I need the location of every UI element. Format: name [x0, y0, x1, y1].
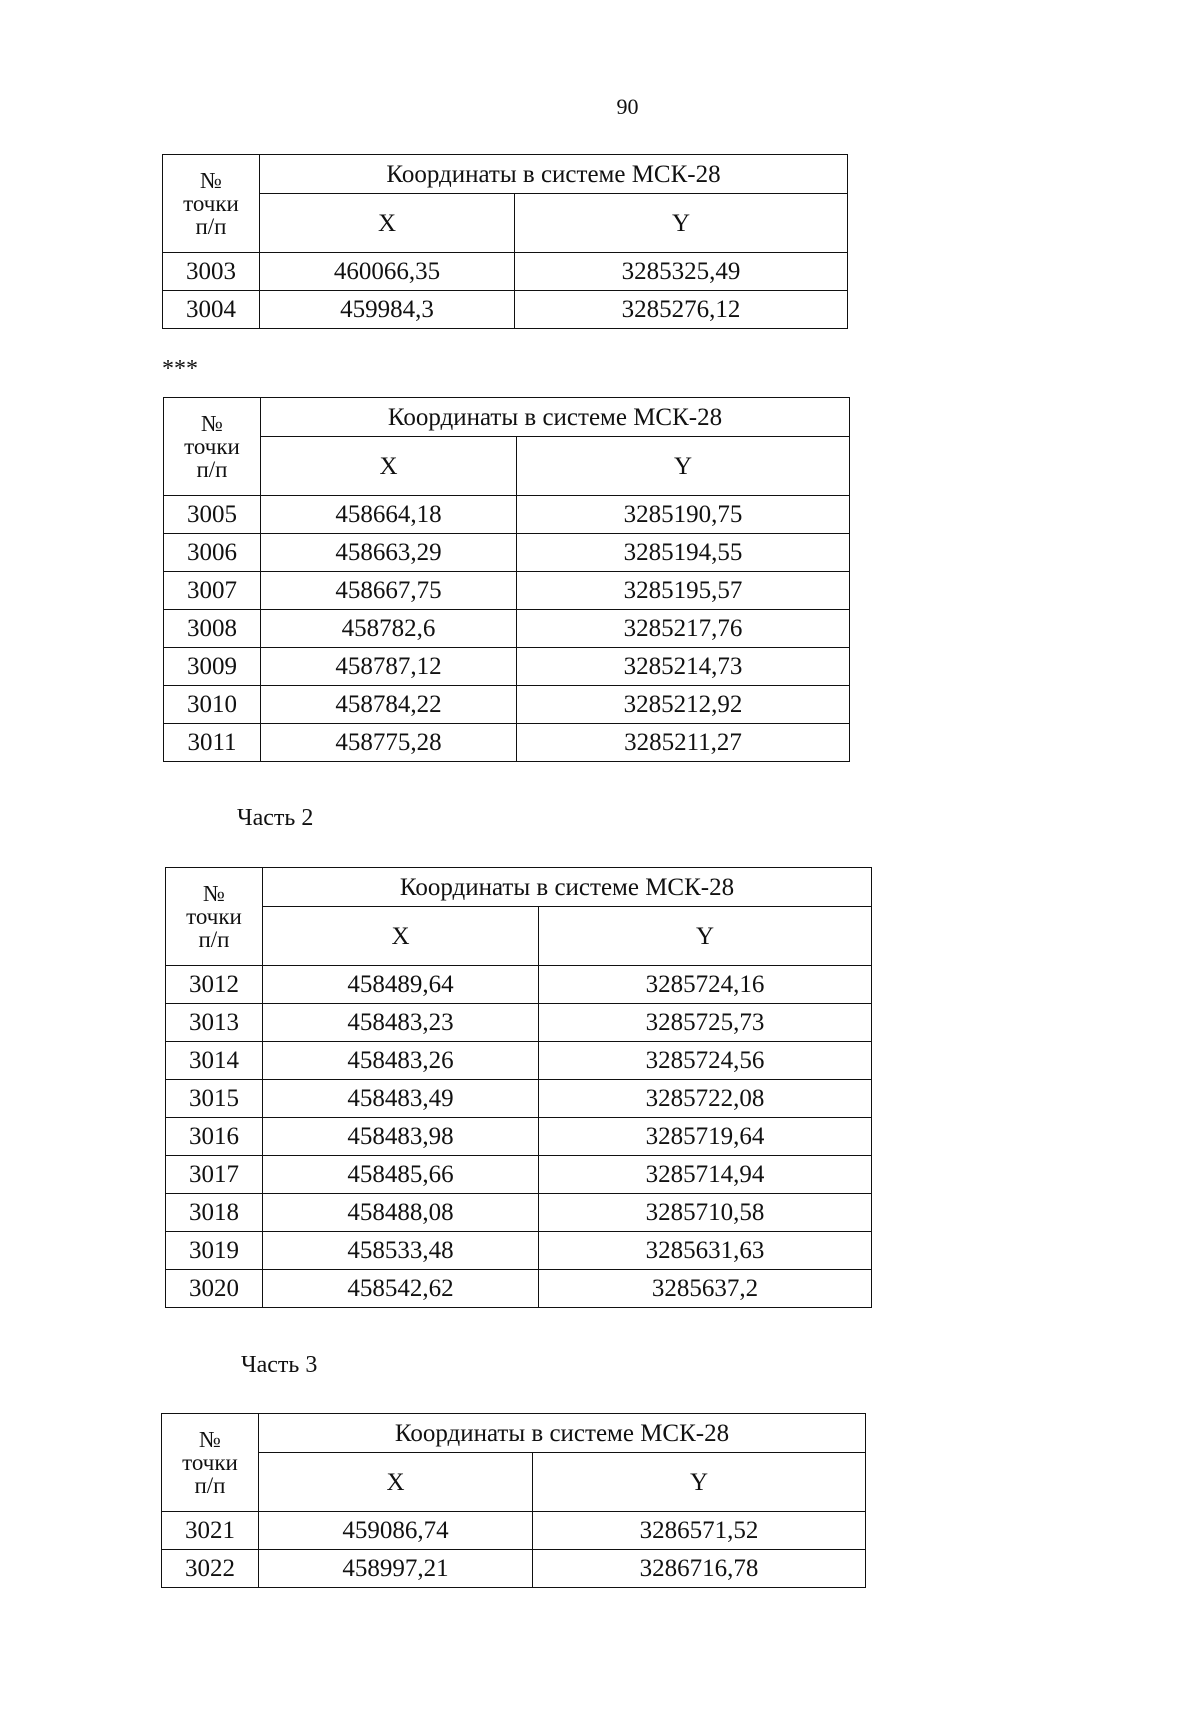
point-number-cell: 3019 — [166, 1232, 263, 1270]
point-number-header-line: № — [199, 1427, 221, 1452]
point-number-cell: 3014 — [166, 1042, 263, 1080]
y-coordinate-cell: 3285217,76 — [517, 610, 850, 648]
point-number-header-line: п/п — [196, 457, 228, 482]
coordinates-table — [162, 154, 848, 329]
point-number-cell: 3003 — [163, 253, 260, 291]
x-coordinate-cell: 458485,66 — [263, 1156, 539, 1194]
table-row — [166, 1270, 872, 1308]
coordinates-table-block-1 — [162, 154, 848, 329]
point-number-header — [166, 868, 263, 966]
x-coordinate-cell: 458775,28 — [261, 724, 517, 762]
table-row — [164, 534, 850, 572]
y-coordinate-cell: 3285724,16 — [539, 966, 872, 1004]
table-row — [164, 496, 850, 534]
y-coordinate-cell: 3285637,2 — [539, 1270, 872, 1308]
y-column-header: Y — [517, 437, 850, 496]
y-coordinate-cell: 3285714,94 — [539, 1156, 872, 1194]
point-number-header-line: № — [200, 168, 222, 193]
coordinate-system-header: Координаты в системе МСК-28 — [259, 1414, 866, 1453]
x-coordinate-cell: 458787,12 — [261, 648, 517, 686]
x-coordinate-cell: 458542,62 — [263, 1270, 539, 1308]
x-coordinate-cell: 458533,48 — [263, 1232, 539, 1270]
point-number-header-line: точки — [184, 434, 240, 459]
table-row — [164, 610, 850, 648]
table-caption-part-3: Часть 3 — [241, 1352, 318, 1378]
y-column-header: Y — [539, 907, 872, 966]
x-coordinate-cell: 458489,64 — [263, 966, 539, 1004]
table-row — [166, 966, 872, 1004]
point-number-header-line: п/п — [194, 1473, 226, 1498]
point-number-header-line: № — [203, 881, 225, 906]
point-number-cell: 3021 — [162, 1512, 259, 1550]
point-number-header-line: точки — [186, 904, 242, 929]
table-row — [164, 686, 850, 724]
point-number-header-line: точки — [183, 191, 239, 216]
y-coordinate-cell: 3285194,55 — [517, 534, 850, 572]
x-coordinate-cell: 458483,26 — [263, 1042, 539, 1080]
table-row — [166, 1194, 872, 1232]
y-coordinate-cell: 3285195,57 — [517, 572, 850, 610]
x-coordinate-cell: 458483,98 — [263, 1118, 539, 1156]
page-number: 90 — [616, 94, 639, 119]
point-number-header — [163, 155, 260, 253]
point-number-header-line: п/п — [198, 927, 230, 952]
table-row — [164, 572, 850, 610]
point-number-header-line: № — [201, 411, 223, 436]
coordinates-table — [161, 1413, 866, 1588]
table-row — [163, 253, 848, 291]
x-coordinate-cell: 458784,22 — [261, 686, 517, 724]
point-number-cell: 3013 — [166, 1004, 263, 1042]
point-number-cell: 3008 — [164, 610, 261, 648]
table-row — [162, 1550, 866, 1588]
y-column-header: Y — [533, 1453, 866, 1512]
point-number-cell: 3017 — [166, 1156, 263, 1194]
y-coordinate-cell: 3285276,12 — [515, 291, 848, 329]
y-coordinate-cell: 3285722,08 — [539, 1080, 872, 1118]
y-coordinate-cell: 3285724,56 — [539, 1042, 872, 1080]
point-number-header — [162, 1414, 259, 1512]
x-coordinate-cell: 458782,6 — [261, 610, 517, 648]
table-caption-stars: *** — [162, 356, 198, 382]
coordinates-table — [165, 867, 872, 1308]
point-number-header-line: точки — [182, 1450, 238, 1475]
y-coordinate-cell: 3285719,64 — [539, 1118, 872, 1156]
coordinate-system-header: Координаты в системе МСК-28 — [260, 155, 848, 194]
coordinates-table — [163, 397, 850, 762]
x-coordinate-cell: 458483,23 — [263, 1004, 539, 1042]
x-coordinate-cell: 458997,21 — [259, 1550, 533, 1588]
x-column-header: X — [263, 907, 539, 966]
table-caption-part-2: Часть 2 — [237, 805, 314, 831]
y-coordinate-cell: 3285325,49 — [515, 253, 848, 291]
x-column-header: X — [260, 194, 515, 253]
table-row — [166, 1080, 872, 1118]
point-number-cell: 3009 — [164, 648, 261, 686]
table-row — [166, 1156, 872, 1194]
point-number-cell: 3010 — [164, 686, 261, 724]
y-coordinate-cell: 3285631,63 — [539, 1232, 872, 1270]
x-column-header: X — [259, 1453, 533, 1512]
table-row — [162, 1512, 866, 1550]
y-coordinate-cell: 3285710,58 — [539, 1194, 872, 1232]
coordinates-table-block-3 — [165, 867, 872, 1308]
x-coordinate-cell: 459086,74 — [259, 1512, 533, 1550]
point-number-cell: 3006 — [164, 534, 261, 572]
point-number-cell: 3004 — [163, 291, 260, 329]
point-number-cell: 3022 — [162, 1550, 259, 1588]
coordinate-system-header: Координаты в системе МСК-28 — [263, 868, 872, 907]
x-coordinate-cell: 460066,35 — [260, 253, 515, 291]
table-row — [164, 648, 850, 686]
x-coordinate-cell: 459984,3 — [260, 291, 515, 329]
x-coordinate-cell: 458488,08 — [263, 1194, 539, 1232]
table-row — [164, 724, 850, 762]
y-coordinate-cell: 3285212,92 — [517, 686, 850, 724]
y-coordinate-cell: 3285725,73 — [539, 1004, 872, 1042]
point-number-cell: 3015 — [166, 1080, 263, 1118]
x-coordinate-cell: 458664,18 — [261, 496, 517, 534]
table-row — [163, 291, 848, 329]
point-number-header-line: п/п — [195, 214, 227, 239]
y-coordinate-cell: 3286716,78 — [533, 1550, 866, 1588]
table-row — [166, 1042, 872, 1080]
point-number-cell: 3007 — [164, 572, 261, 610]
point-number-cell: 3012 — [166, 966, 263, 1004]
point-number-cell: 3018 — [166, 1194, 263, 1232]
y-coordinate-cell: 3285214,73 — [517, 648, 850, 686]
x-coordinate-cell: 458663,29 — [261, 534, 517, 572]
point-number-cell: 3016 — [166, 1118, 263, 1156]
y-coordinate-cell: 3285211,27 — [517, 724, 850, 762]
point-number-header — [164, 398, 261, 496]
coordinates-table-block-4 — [161, 1413, 866, 1588]
y-coordinate-cell: 3286571,52 — [533, 1512, 866, 1550]
point-number-cell: 3005 — [164, 496, 261, 534]
point-number-cell: 3020 — [166, 1270, 263, 1308]
x-coordinate-cell: 458667,75 — [261, 572, 517, 610]
table-row — [166, 1232, 872, 1270]
coordinate-system-header: Координаты в системе МСК-28 — [261, 398, 850, 437]
y-column-header: Y — [515, 194, 848, 253]
coordinates-table-block-2 — [163, 397, 850, 762]
x-column-header: X — [261, 437, 517, 496]
table-row — [166, 1004, 872, 1042]
point-number-cell: 3011 — [164, 724, 261, 762]
table-row — [166, 1118, 872, 1156]
x-coordinate-cell: 458483,49 — [263, 1080, 539, 1118]
y-coordinate-cell: 3285190,75 — [517, 496, 850, 534]
